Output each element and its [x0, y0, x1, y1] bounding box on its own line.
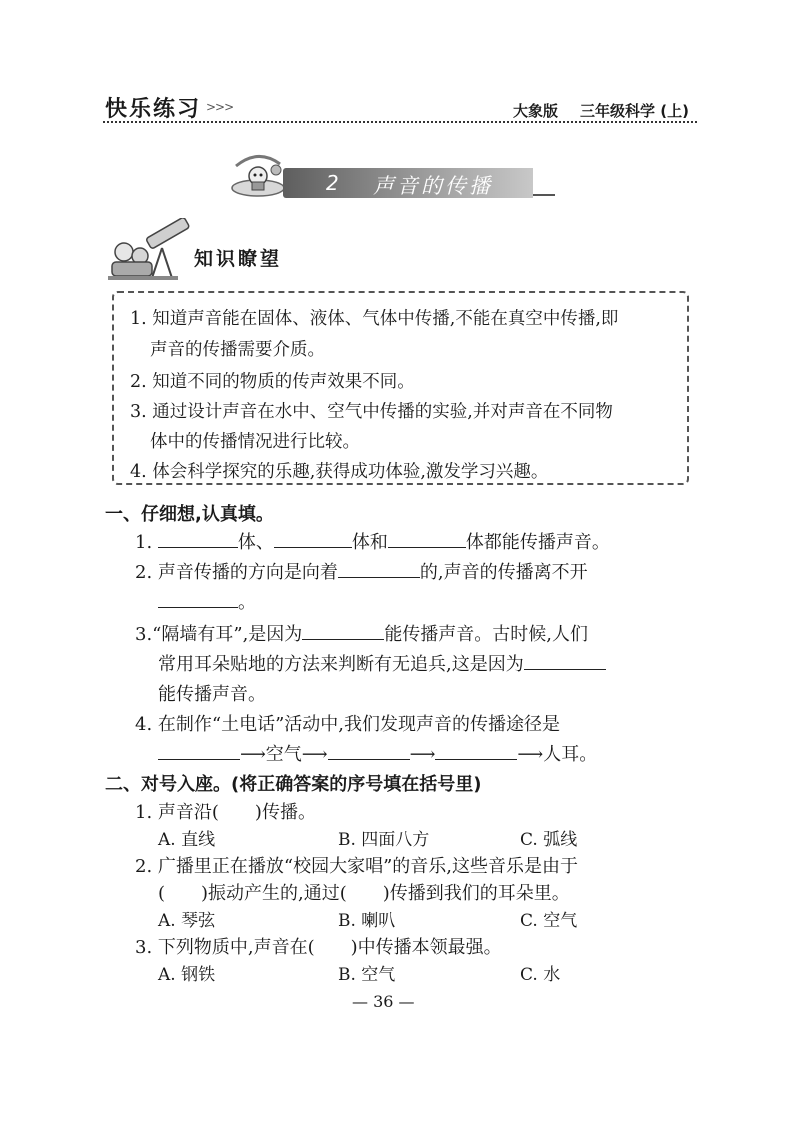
- telescope-kids-icon: [106, 218, 192, 282]
- question-2-1: 1. 声音沿( )传播。: [135, 802, 316, 823]
- banner-underline: [533, 194, 555, 196]
- option-b[interactable]: B. 喇叭: [338, 911, 396, 931]
- question-text: 体都能传播声音。: [465, 532, 610, 553]
- knowledge-heading: 知识瞭望: [194, 248, 283, 270]
- question-text: 能传播声音。古时候,人们: [384, 624, 589, 645]
- answer-blank[interactable]: [435, 741, 517, 760]
- option-c[interactable]: C. 水: [520, 965, 561, 985]
- chevrons-icon: >>>: [206, 100, 234, 114]
- lesson-number: 2: [326, 171, 339, 195]
- question-text: 体和: [351, 532, 388, 553]
- question-text: ⟶: [409, 744, 436, 765]
- option-a[interactable]: A. 直线: [158, 830, 216, 850]
- answer-blank[interactable]: [338, 559, 420, 578]
- option-b[interactable]: B. 空气: [338, 965, 396, 985]
- grade-subject-label: 三年级科学 (上): [580, 102, 689, 120]
- question-text: 3.“隔墙有耳”,是因为: [135, 624, 303, 645]
- header-divider: [103, 121, 697, 123]
- knowledge-line: 1. 知道声音能在固体、液体、气体中传播,不能在真空中传播,即: [130, 309, 619, 329]
- question-text: ⟶空气⟶: [240, 744, 328, 765]
- publisher-label: 大象版: [513, 102, 559, 120]
- answer-blank[interactable]: [158, 589, 238, 608]
- question-1-3-cont: [158, 650, 606, 676]
- question-2-2: 2. 广播里正在播放“校园大家唱”的音乐,这些音乐是由于: [135, 856, 579, 877]
- question-text: ⟶人耳。: [517, 744, 598, 765]
- question-1-3-end: 能传播声音。: [158, 684, 266, 705]
- question-2-3: 3. 下列物质中,声音在( )中传播本领最强。: [135, 937, 502, 958]
- question-2-2-cont: ( )振动产生的,通过( )传播到我们的耳朵里。: [158, 883, 570, 904]
- knowledge-line: 声音的传播需要介质。: [150, 340, 325, 360]
- answer-blank[interactable]: [388, 529, 466, 548]
- lesson-title: 声音的传播: [373, 174, 493, 198]
- series-brand: 快乐练习: [105, 97, 202, 122]
- knowledge-line: 2. 知道不同的物质的传声效果不同。: [130, 372, 415, 392]
- question-text: 的,声音的传播离不开: [419, 562, 588, 583]
- answer-blank[interactable]: [302, 621, 384, 640]
- answer-blank[interactable]: [524, 651, 606, 670]
- answer-blank[interactable]: [274, 529, 352, 548]
- question-text: 常用耳朵贴地的方法来判断有无追兵,这是因为: [158, 654, 524, 675]
- answer-blank[interactable]: [158, 529, 238, 548]
- question-1-4-cont: [158, 740, 597, 766]
- knowledge-line: 体中的传播情况进行比较。: [150, 432, 360, 452]
- question-1-3: [135, 620, 588, 646]
- option-b[interactable]: B. 四面八方: [338, 830, 430, 850]
- knowledge-line: 4. 体会科学探究的乐趣,获得成功体验,激发学习兴趣。: [130, 462, 549, 482]
- section2-heading: 二、对号入座。(将正确答案的序号填在括号里): [105, 774, 482, 795]
- section1-heading: 一、仔细想,认真填。: [105, 504, 274, 525]
- question-1-1: [135, 528, 610, 554]
- answer-blank[interactable]: [158, 741, 240, 760]
- cartoon-globe-icon: [228, 148, 290, 198]
- option-a[interactable]: A. 钢铁: [158, 965, 216, 985]
- question-1-4: 4. 在制作“土电话”活动中,我们发现声音的传播途径是: [135, 714, 561, 735]
- page-number: — 36 —: [352, 992, 415, 1011]
- question-1-2-cont: [158, 588, 256, 614]
- question-number: 1.: [135, 532, 153, 553]
- question-text: 体、: [237, 532, 274, 553]
- question-1-2: [135, 558, 588, 584]
- question-text: 。: [238, 592, 256, 613]
- option-c[interactable]: C. 空气: [520, 911, 578, 931]
- knowledge-line: 3. 通过设计声音在水中、空气中传播的实验,并对声音在不同物: [130, 402, 613, 422]
- question-text: 2. 声音传播的方向是向着: [135, 562, 338, 583]
- answer-blank[interactable]: [328, 741, 410, 760]
- option-a[interactable]: A. 琴弦: [158, 911, 216, 931]
- option-c[interactable]: C. 弧线: [520, 830, 578, 850]
